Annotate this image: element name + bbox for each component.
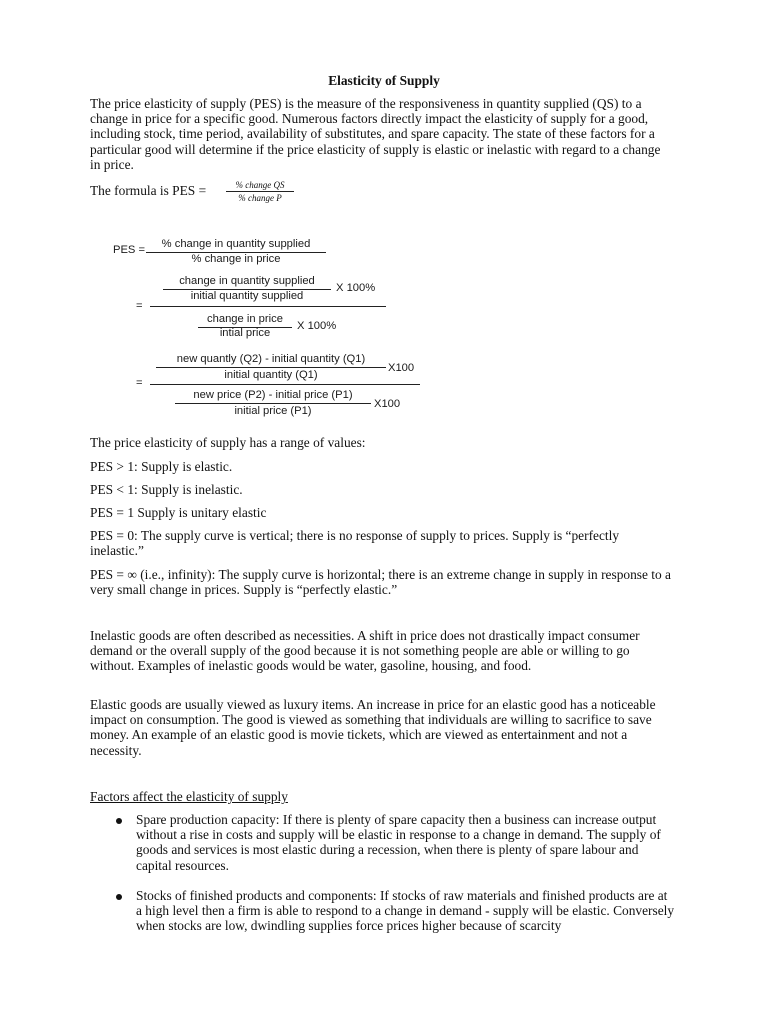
f3-top-line	[156, 367, 386, 368]
inelastic-paragraph: Inelastic goods are often described as necessities. A shift in price does not drastically impact consumer demand or the overall supply of the good because it is not something people are able or willing to go without. Examples of inelastic goods would be water, gasoline, housing, and food.	[90, 628, 640, 674]
f3-bottom-denominator: initial price (P1)	[234, 405, 312, 417]
pes-label: PES =	[113, 244, 146, 256]
range-item: PES = 0: The supply curve is vertical; there is no response of supply to prices. Supply is “perfectly inelastic.”	[90, 528, 620, 559]
bullet-icon	[116, 894, 122, 900]
document-title: Elasticity of Supply	[328, 73, 440, 88]
f3-bottom-line	[175, 403, 371, 404]
f2-top-denominator: initial quantity supplied	[190, 290, 304, 302]
f2-bottom-denominator: intial price	[219, 327, 271, 339]
f3-main-line	[150, 384, 420, 385]
factors-heading: Factors affect the elasticity of supply	[90, 789, 288, 804]
formula-intro-prefix: The formula is PES =	[90, 183, 207, 198]
range-item: PES > 1: Supply is elastic.	[90, 459, 233, 474]
elastic-paragraph: Elastic goods are usually viewed as luxury items. An increase in price for an elastic good has a noticeable impact on consumption. The good is viewed as something that individuals are willing to sacrifice to save money. An example of an elastic good is movie tickets, which are viewed as entertainment and not a necessity.	[90, 697, 656, 758]
range-item: PES = 1 Supply is unitary elastic	[90, 505, 267, 520]
factor-item: Spare production capacity: If there is plenty of spare capacity then a business can increase output without a rise in costs and supply will be elastic in response to a change in demand. The supply of goods and services is most elastic during a recession, when there is plenty of spare labour and capital resources.	[136, 812, 661, 873]
f1-denominator: % change in price	[191, 253, 281, 265]
f3-top-numerator: new quantly (Q2) - initial quantity (Q1)	[176, 353, 366, 365]
formula-denominator: % change P	[238, 193, 282, 203]
formula-numerator: % change QS	[235, 180, 285, 190]
f2-top-numerator: change in quantity supplied	[179, 275, 315, 287]
f3-top-multiplier: X100	[388, 362, 415, 374]
f3-equals: =	[136, 377, 143, 389]
factor-item: Stocks of finished products and components: If stocks of raw materials and finished products are at a high level then a firm is able to respond to a change in demand - supply will be elastic. Conversely when stocks are low, dwindling supplies force prices higher because of scarcity	[136, 888, 675, 934]
f3-bottom-multiplier: X100	[374, 398, 401, 410]
formula-intro	[90, 183, 206, 198]
bullet-icon	[116, 818, 122, 824]
range-intro: The price elasticity of supply has a range of values:	[90, 435, 366, 450]
f2-bottom-multiplier: X 100%	[297, 320, 337, 332]
intro-paragraph: The price elasticity of supply (PES) is the measure of the responsiveness in quantity supplied (QS) to a change in price for a specific good. Numerous factors directly impact the elasticity of supply for a good, including stock, time period, availability of substitutes, and spare capacity. The state of these factors for a particular good will determine if the price elasticity of supply is elastic or inelastic with regard to a change in price.	[90, 96, 661, 172]
range-item: PES = ∞ (i.e., infinity): The supply curve is horizontal; there is an extreme change in supply in response to a very small change in prices. Supply is “perfectly elastic.”	[90, 567, 671, 598]
f1-numerator: % change in quantity supplied	[161, 238, 311, 250]
range-item: PES < 1: Supply is inelastic.	[90, 482, 243, 497]
f2-main-line	[150, 306, 386, 307]
f3-top-denominator: initial quantity (Q1)	[224, 369, 318, 381]
f2-top-multiplier: X 100%	[336, 282, 376, 294]
f2-bottom-numerator: change in price	[207, 313, 283, 325]
formula-fraction-line	[226, 191, 294, 192]
f2-equals: =	[136, 300, 143, 312]
f3-bottom-numerator: new price (P2) - initial price (P1)	[193, 389, 353, 401]
